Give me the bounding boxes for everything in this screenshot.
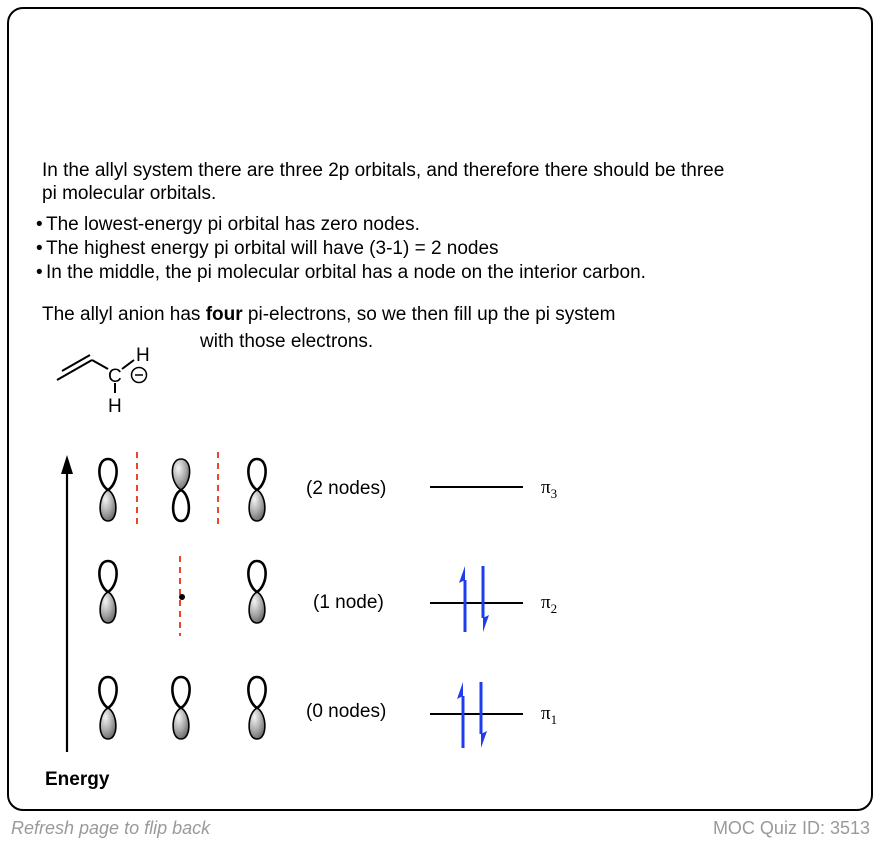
bullet-item: • The highest energy pi orbital will have (3-1) = 2 nodes [36,238,499,259]
allyl-anion-structure [57,345,150,417]
pi1-orbital-label: $\pi_1$ [541,703,558,727]
pi3-orbitals [99,452,265,527]
carbon-nucleus-dot [179,594,185,600]
intro-line-1: In the allyl system there are three 2p orbitals, and therefore there should be three [42,160,725,181]
anion-line-1: The allyl anion has four pi-electrons, so we then fill up the pi system [42,304,616,325]
bullet-item: • The lowest-energy pi orbital has zero nodes. [36,214,420,235]
pi1-nodes-label: (0 nodes) [306,701,387,722]
pi2-electron-pair [459,566,489,632]
hydrogen-bottom-label: H [108,396,122,417]
pi1-orbitals [99,677,265,739]
pi2-orbitals [99,556,265,636]
hydrogen-top-label: H [136,345,150,366]
pi3-nodes-label: (2 nodes) [306,478,387,499]
carbon-atom-label: C [108,366,122,387]
bullet-item: • In the middle, the pi molecular orbital has a node on the interior carbon. [36,262,646,283]
energy-axis-label: Energy [45,769,110,790]
pi3-orbital-label: $\pi_3$ [541,477,558,501]
quiz-id-label: MOC Quiz ID: 3513 [712,818,870,838]
pi2-orbital-label: $\pi_2$ [541,592,558,616]
anion-line-2: with those electrons. [200,331,374,352]
arrow-up-icon [61,455,73,474]
intro-line-2: pi molecular orbitals. [42,183,217,204]
refresh-hint: Refresh page to flip back [11,818,211,838]
pi2-nodes-label: (1 node) [313,592,384,613]
